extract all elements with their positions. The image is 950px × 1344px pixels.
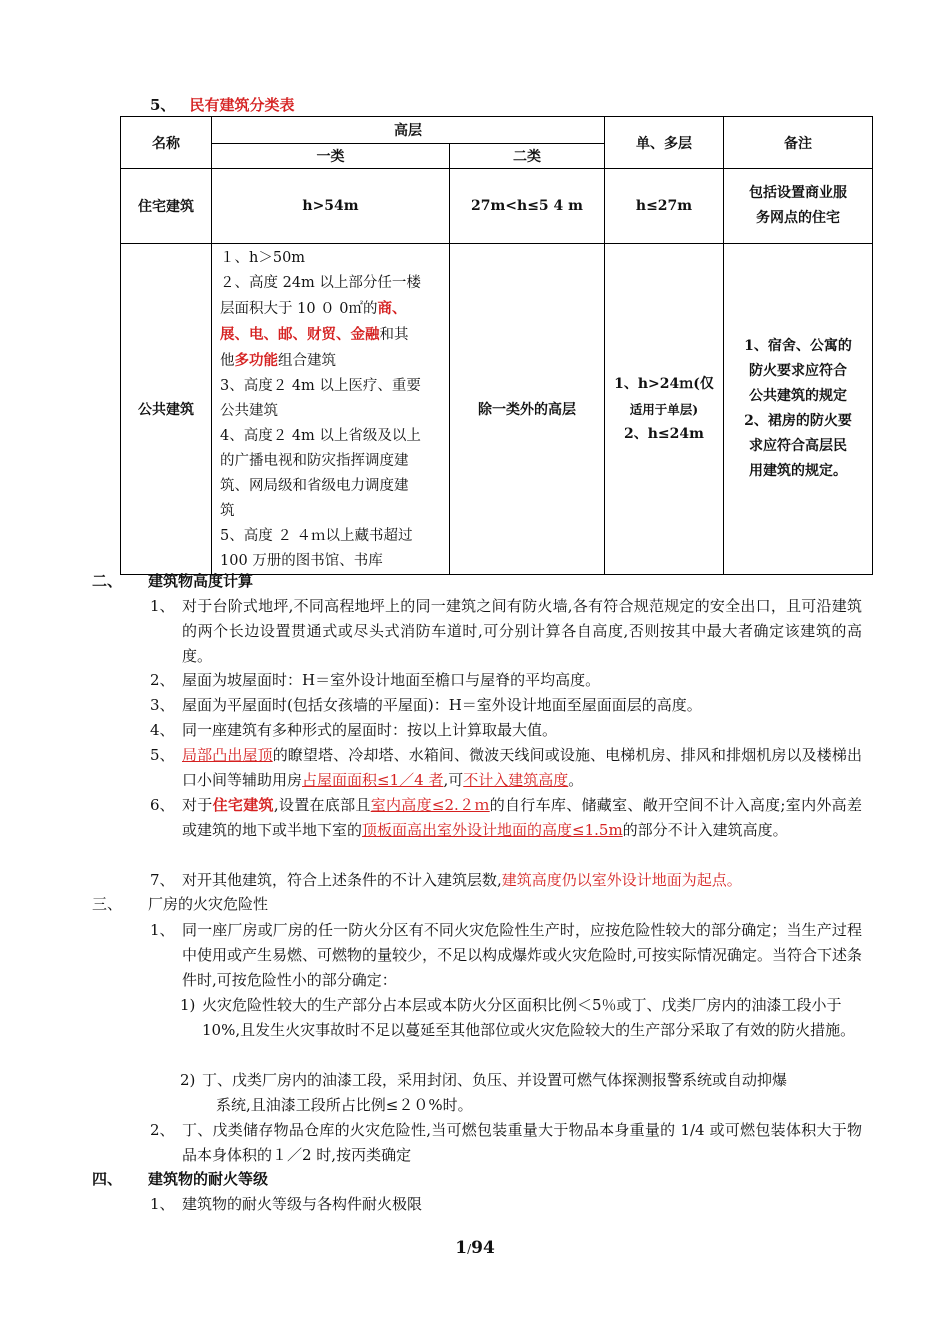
item-text	[202, 1068, 862, 1118]
cell-line: １、h＞50m	[220, 250, 306, 266]
cell-line: 4、高度２ 4m 以上省级及以上	[220, 428, 421, 444]
item-number: 7、	[150, 871, 175, 889]
item-text: 同一座厂房或厂房的任一防火分区有不同火灾危险性生产时，应按危险性较大的部分确定；当生产过程中使用或产生易燃、可燃物的量较少，不足以构成爆炸或火灾危险时,可按实际情况确定。当符合下述条件时,可按危险性小的部分确定：	[182, 921, 862, 989]
remark-line: 1、宿舍、公寓的	[744, 338, 852, 354]
section-heading-5	[150, 94, 294, 115]
item-text-part: 的瞭望塔、冷却塔、水箱间、微波天线间或设施、电梯机房、排风和排烟机房以及楼梯出口小间等辅助用房	[182, 746, 862, 789]
cell-line	[220, 296, 441, 322]
section-title: 民有建筑分类表	[189, 96, 295, 114]
header-name: 名称	[121, 117, 212, 169]
list-item	[150, 693, 862, 718]
cell-line	[220, 348, 441, 374]
row-public-name: 公共建筑	[121, 244, 212, 575]
item-number: 5、	[150, 746, 175, 764]
item-number: 1、	[150, 597, 175, 615]
item-text: 丁、戊类储存物品仓库的火灾危险性,当可燃包装重量大于物品本身重量的 1/4 或可燃包装体积大于物品本身体积的１／2 时,按丙类确定	[182, 1121, 862, 1164]
table-row	[121, 169, 873, 244]
remark-line: 公共建筑的规定	[749, 388, 847, 404]
item-number: 1、	[150, 921, 175, 939]
row-public-class2: 除一类外的高层	[450, 244, 605, 575]
item-number: 3、	[150, 696, 175, 714]
item-text: 火灾危险性较大的生产部分占本层或本防火分区面积比例＜5％或丁、戊类厂房内的油漆工段小于 10%,且发生火灾事故时不足以蔓延至其他部位或火灾危险较大的生产部分采取了有效的防火措施。	[202, 996, 856, 1039]
row-public-class1	[212, 244, 450, 575]
item-text	[182, 793, 862, 843]
cell-line: 的广播电视和防灾指挥调度建	[220, 453, 409, 469]
header-low-multi: 单、多层	[605, 117, 724, 169]
item-number: 1)	[180, 996, 196, 1014]
highlight-text: 展、电、邮、财贸、金融	[220, 326, 380, 343]
section-heading-4	[92, 1168, 268, 1189]
remark-line: 包括设置商业服	[749, 185, 847, 201]
cell-line: 3、高度２ 4m 以上医疗、重要	[220, 378, 421, 394]
cell-line: 100 万册的图书馆、书库	[220, 553, 383, 569]
highlight-text: 多功能	[234, 352, 278, 369]
item-text-part: 的部分不计入建筑高度。	[622, 821, 788, 839]
total-pages: 94	[471, 1238, 495, 1258]
highlight-text: 局部凸出屋顶	[182, 746, 273, 764]
row-residential-remark	[724, 169, 873, 244]
item-number: 2、	[150, 671, 175, 689]
cell-text: 和其	[379, 327, 409, 343]
highlight-text: 商、	[377, 300, 407, 317]
remark-line: 用建筑的规定。	[749, 463, 847, 479]
item-text: 建筑物的耐火等级与各构件耐火极限	[182, 1195, 423, 1213]
section-number: 四、	[92, 1170, 123, 1188]
section-title: 建筑物高度计算	[148, 572, 254, 590]
page-number	[0, 1238, 950, 1258]
cell-line: ２、高度 24m 以上部分任一楼	[220, 275, 421, 291]
highlight-text: 室内高度≤2.２ｍ	[370, 796, 490, 814]
cell-text: 他	[220, 353, 235, 369]
item-text-part: 对开其他建筑，符合上述条件的不计入建筑层数,	[182, 871, 502, 889]
item-text: 同一座建筑有多种形式的屋面时：按以上计算取最大值。	[182, 721, 558, 739]
sub-list-item	[180, 1068, 862, 1118]
cell-line: 5、高度 ２ ４ｍ以上藏书超过	[220, 528, 413, 544]
item-text-line: 丁、戊类厂房内的油漆工段，采用封闭、负压、并设置可燃气体探测报警系统或自动抑爆	[202, 1071, 788, 1089]
remark-line: 防火要求应符合	[749, 363, 847, 379]
highlight-text: 建筑高度仍以室外设计地面为起点。	[501, 871, 742, 889]
page-separator: /	[467, 1242, 472, 1256]
section-heading-2	[92, 570, 253, 591]
item-text-part: ,设置在底部且	[273, 796, 371, 814]
item-text-part: ,可	[443, 771, 464, 789]
list-item	[150, 1118, 862, 1168]
item-text	[182, 743, 862, 793]
cell-line	[220, 322, 441, 348]
header-high-rise: 高层	[212, 117, 605, 144]
remark-line: 求应符合高层民	[749, 438, 847, 454]
item-number: 2、	[150, 1121, 175, 1139]
section-title: 建筑物的耐火等级	[148, 1170, 269, 1188]
row-residential-class2: 27m<h≤5 4 m	[450, 169, 605, 244]
list-item	[150, 793, 862, 843]
item-text-part: 。	[568, 771, 584, 789]
list-item	[150, 594, 862, 669]
item-text	[182, 868, 862, 893]
item-number: 1、	[150, 1195, 175, 1213]
section-number: 二、	[92, 572, 123, 590]
item-text-line: 系统,且油漆工段所占比例≤２０%时。	[216, 1096, 473, 1114]
item-number: 6、	[150, 796, 175, 814]
sub-list-item	[180, 993, 862, 1043]
highlight-text: 顶板面高出室外设计地面的高度≤1.5m	[362, 821, 623, 839]
cell-text: 组合建筑	[278, 353, 336, 369]
item-text: 对于台阶式地坪,不同高程地坪上的同一建筑之间有防火墙,各有符合规范规定的安全出口，且可沿建筑的两个长边设置贯通式或尽头式消防车道时,可分别计算各自高度,否则按其中最大者确定该建筑的高度。	[182, 597, 862, 665]
cell-line: 筑	[220, 503, 235, 519]
section-number: 5、	[150, 96, 176, 114]
row-residential-name: 住宅建筑	[121, 169, 212, 244]
current-page: 1	[455, 1238, 468, 1258]
list-item	[150, 668, 862, 693]
item-text: 屋面为平屋面时(包括女孩墙的平屋面)：H＝室外设计地面至屋面面层的高度。	[182, 696, 702, 714]
table-row	[121, 244, 873, 575]
list-item	[150, 918, 862, 993]
cell-line: 1、h>24ｍ(仅	[614, 375, 714, 392]
section-title: 厂房的火灾危险性	[148, 895, 269, 913]
list-item	[150, 718, 862, 743]
remark-line: 务网点的住宅	[756, 210, 840, 226]
highlight-text: 住宅建筑	[212, 796, 274, 814]
item-number: 4、	[150, 721, 175, 739]
cell-text: 层面积大于 10 ０ 0㎡的	[220, 301, 378, 317]
highlight-text: 不计入建筑高度	[463, 771, 569, 789]
building-classification-table	[120, 116, 873, 575]
list-item	[150, 1192, 862, 1217]
header-class2: 二类	[450, 144, 605, 169]
row-residential-low: h≤27m	[605, 169, 724, 244]
list-item	[150, 868, 862, 893]
header-remark: 备注	[724, 117, 873, 169]
highlight-text: 占屋面面积≤1／4 者	[302, 771, 444, 789]
item-number: 2)	[180, 1071, 196, 1089]
list-item	[150, 743, 862, 793]
cell-line: 筑、网局级和省级电力调度建	[220, 478, 409, 494]
header-class1: 一类	[212, 144, 450, 169]
item-text: 屋面为坡屋面时：H＝室外设计地面至檐口与屋脊的平均高度。	[182, 671, 601, 689]
item-text-part: 的自行车库、储藏室、敞开空间不计入高度;室内外高差或建筑的地下或半地下室的	[182, 796, 862, 839]
row-residential-class1: h>54m	[212, 169, 450, 244]
section-heading-3	[92, 893, 268, 914]
item-text-part: 对于	[182, 796, 213, 814]
cell-line: 公共建筑	[220, 403, 278, 419]
row-public-remark	[724, 244, 873, 575]
row-public-low	[605, 244, 724, 575]
cell-line: 2、h≤24m	[624, 425, 704, 442]
cell-line: 适用于单层)	[629, 401, 699, 417]
section-number: 三、	[92, 895, 123, 913]
remark-line: 2、裙房的防火要	[744, 413, 852, 429]
